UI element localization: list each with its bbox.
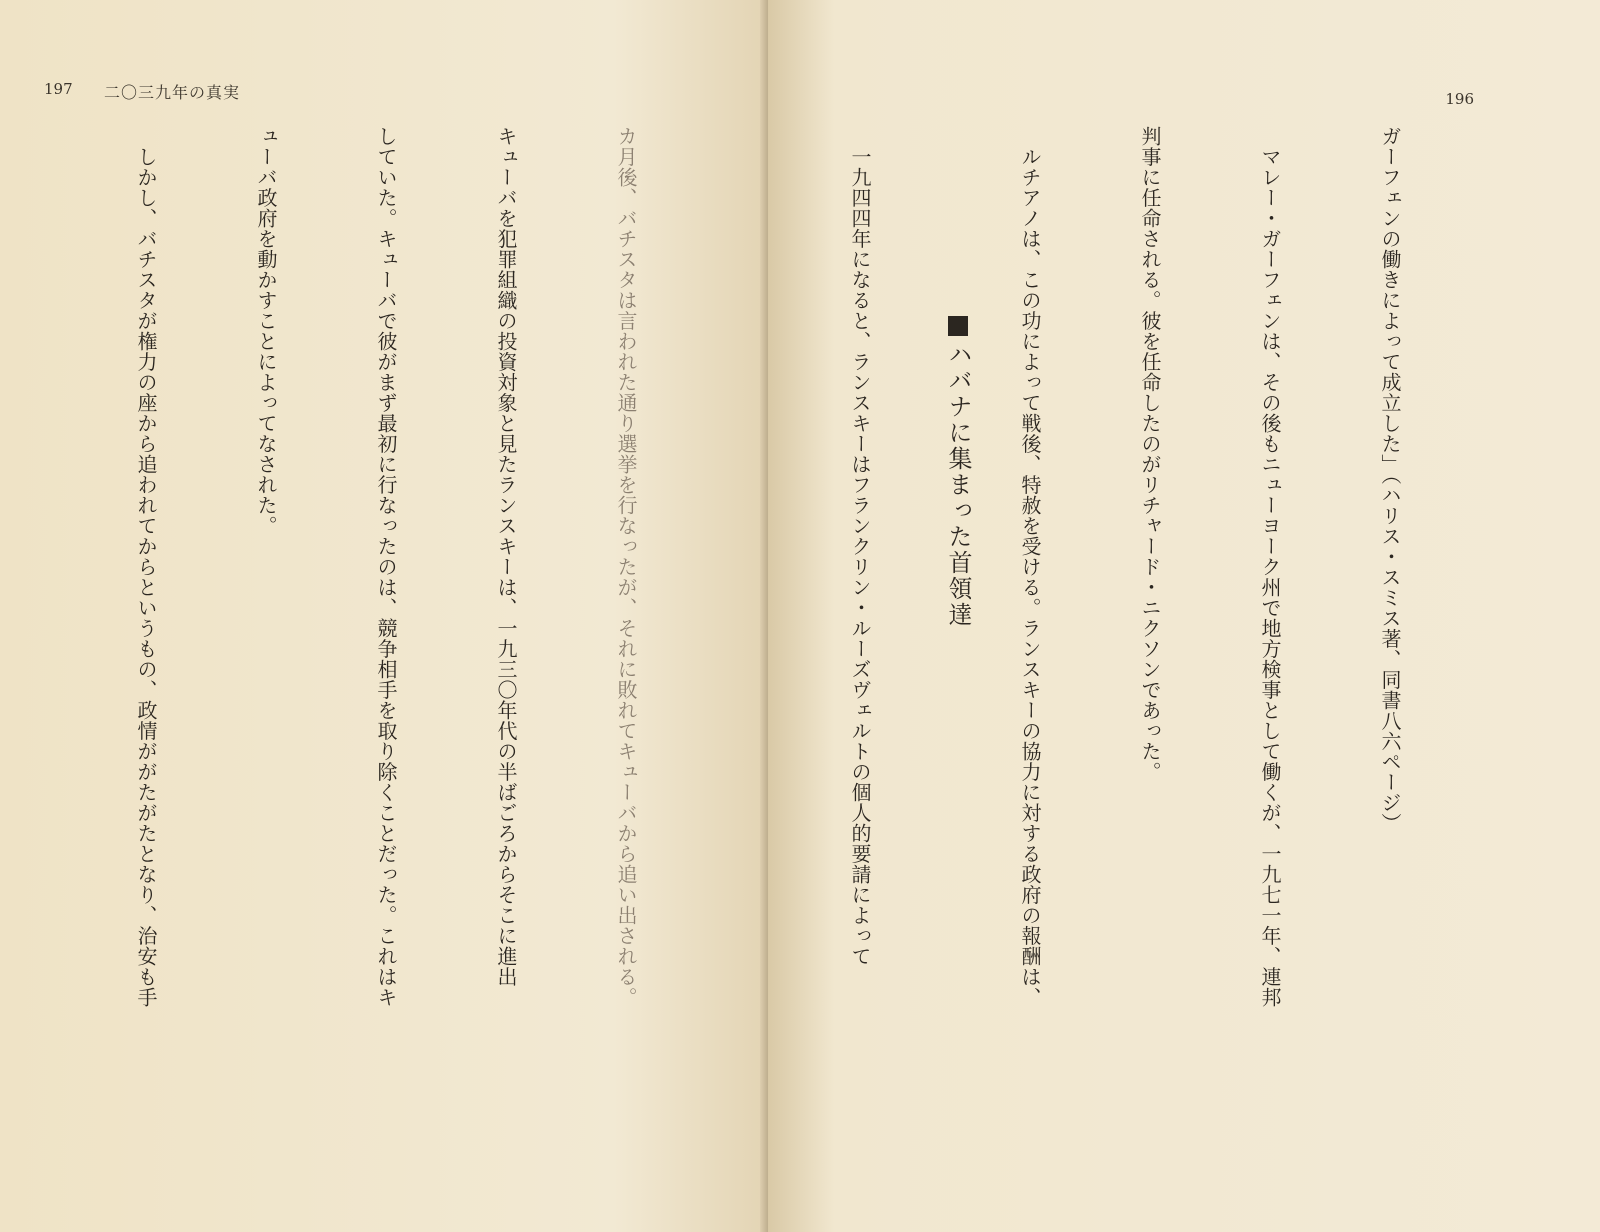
right-body-text-bottom [790,126,960,1186]
text-line: しかし、バチスタが権力の座から追われてからというもの、政情ががたがたとなり、治安も手 [134,126,158,1008]
right-page [768,0,1600,1232]
text-line: ガーフェンの働きによって成立した」（ハリス・スミス著、同書八六ページ） [1378,126,1402,834]
left-page [0,0,768,1232]
section-heading-text: ハバナに集まった首領達 [944,341,972,628]
text-line: していた。キューバで彼がまず最初に行なったのは、競争相手を取り除くことだった。これはキ [374,126,398,1008]
right-body-text-top [1010,126,1490,1186]
left-body-text [46,126,726,1186]
text-line: ルチアノは、この功によって戦後、特赦を受ける。ランスキーの協力に対する政府の報酬は、 [1018,126,1042,1008]
text-line: 判事に任命される。彼を任命したのがリチャード・ニクソンであった。 [1138,126,1162,782]
text-line: ューバ政府を動かすことによってなされた。 [254,126,278,536]
right-page-number: 196 [1445,90,1474,108]
text-line: 一九四四年になると、ランスキーはフランクリン・ルーズヴェルトの個人的要請によって [848,126,872,967]
text-line: カ月後、バチスタは言われた通り選挙を行なったが、それに敗れてキューバから追い出される。 [614,126,638,1008]
left-page-number: 197 [44,80,73,98]
text-line: マレー・ガーフェンは、その後もニューヨーク州で地方検事として働くが、一九七一年、連邦 [1258,126,1282,1008]
text-line: キューバを犯罪組織の投資対象と見たランスキーは、一九三〇年代の半ばごろからそこに進出 [494,126,518,987]
running-head: 二〇三九年の真実 [104,83,241,102]
